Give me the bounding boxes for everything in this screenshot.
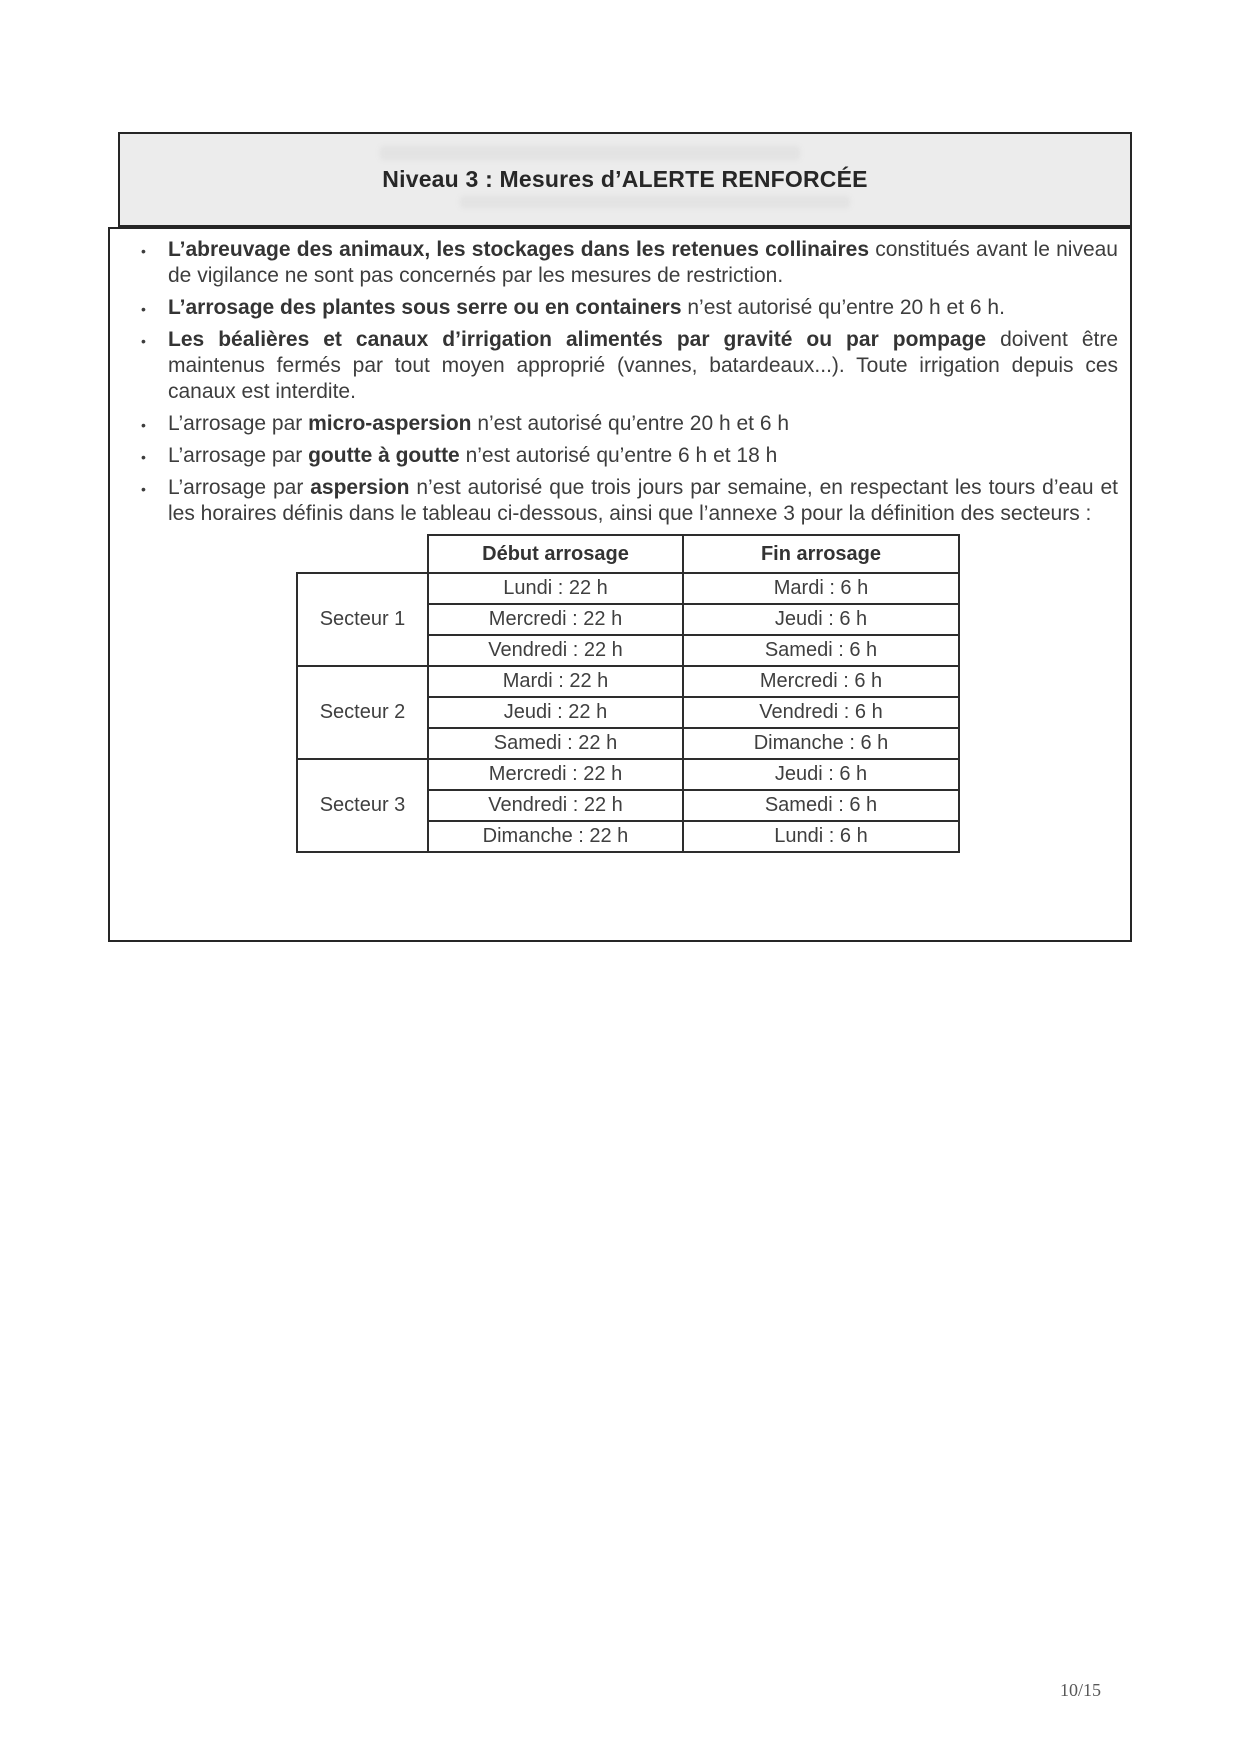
bullet-text-segment: goutte à goutte <box>308 444 460 467</box>
start-time-cell: Mardi : 22 h <box>428 666 683 697</box>
table-column-header: Début arrosage <box>428 535 683 573</box>
scan-artifact <box>460 196 850 208</box>
bullet-text-segment: micro-aspersion <box>308 412 472 435</box>
sector-label-cell: Secteur 1 <box>297 573 428 666</box>
start-time-cell: Dimanche : 22 h <box>428 821 683 852</box>
end-time-cell: Dimanche : 6 h <box>683 728 959 759</box>
bullet-text-segment: constitués avant le niveau de vigilance ne sont pas concernés par les mesures de restriction. <box>168 238 1118 287</box>
start-time-cell: Mercredi : 22 h <box>428 604 683 635</box>
end-time-cell: Samedi : 6 h <box>683 635 959 666</box>
scan-artifact <box>380 146 800 160</box>
end-time-cell: Mardi : 6 h <box>683 573 959 604</box>
start-time-cell: Vendredi : 22 h <box>428 635 683 666</box>
end-time-cell: Samedi : 6 h <box>683 790 959 821</box>
table-blank-corner <box>297 535 428 573</box>
bullet-marker-icon: • <box>141 301 146 317</box>
start-time-cell: Lundi : 22 h <box>428 573 683 604</box>
measures-bullet-list <box>110 229 1130 527</box>
page-number: 10/15 <box>1060 1680 1102 1700</box>
bullet-item <box>141 475 1118 527</box>
sector-label-cell: Secteur 2 <box>297 666 428 759</box>
watering-schedule-table <box>296 534 960 853</box>
bullet-text-segment: aspersion <box>310 476 410 499</box>
bullet-item <box>141 411 1118 437</box>
bullet-text-segment: n’est autorisé qu’entre 6 h et 18 h <box>459 444 778 467</box>
bullet-item <box>141 327 1119 405</box>
sector-label-cell: Secteur 3 <box>297 759 428 852</box>
bullet-text-segment: L’arrosage par <box>168 476 311 499</box>
page-title: Niveau 3 : Mesures d’ALERTE RENFORCÉE <box>382 166 868 192</box>
table-column-header: Fin arrosage <box>683 535 959 573</box>
bullet-marker-icon: • <box>141 333 146 349</box>
bullet-marker-icon: • <box>141 243 146 259</box>
start-time-cell: Mercredi : 22 h <box>428 759 683 790</box>
bullet-text-segment: n’est autorisé qu’entre 20 h et 6 h <box>471 412 790 435</box>
bullet-marker-icon: • <box>141 417 146 433</box>
bullet-marker-icon: • <box>141 449 146 465</box>
bullet-text-segment: n’est autorisé qu’entre 20 h et 6 h. <box>681 296 1005 319</box>
bullet-item <box>141 295 1118 321</box>
measures-content-box <box>108 227 1132 942</box>
alert-level-header-band <box>118 132 1132 227</box>
bullet-text-segment: doivent être maintenus fermés par tout moyen approprié (vannes, batardeaux...). Toute irrigation depuis ces canaux est interdite. <box>168 328 1119 403</box>
bullet-text-segment: L’arrosage par <box>168 444 309 467</box>
bullet-text-segment: L’abreuvage des animaux, les stockages dans les retenues collinaires <box>168 238 869 261</box>
bullet-item <box>141 443 1118 469</box>
bullet-text-segment: L’arrosage par <box>168 412 309 435</box>
end-time-cell: Mercredi : 6 h <box>683 666 959 697</box>
table-row <box>297 666 959 697</box>
bullet-text-segment: Les béalières et canaux d’irrigation alimentés par gravité ou par pompage <box>168 328 987 351</box>
start-time-cell: Jeudi : 22 h <box>428 697 683 728</box>
bullet-text-segment: n’est autorisé que trois jours par semaine, en respectant les tours d’eau et les horaires définis dans le tableau ci-dessous, ainsi que l’annexe 3 pour la définition des secteurs : <box>168 476 1118 525</box>
end-time-cell: Vendredi : 6 h <box>683 697 959 728</box>
start-time-cell: Samedi : 22 h <box>428 728 683 759</box>
end-time-cell: Jeudi : 6 h <box>683 604 959 635</box>
start-time-cell: Vendredi : 22 h <box>428 790 683 821</box>
bullet-item <box>141 237 1118 289</box>
table-row <box>297 759 959 790</box>
table-row <box>297 573 959 604</box>
bullet-marker-icon: • <box>141 481 146 497</box>
end-time-cell: Jeudi : 6 h <box>683 759 959 790</box>
bullet-text-segment: L’arrosage des plantes sous serre ou en containers <box>168 296 682 319</box>
end-time-cell: Lundi : 6 h <box>683 821 959 852</box>
